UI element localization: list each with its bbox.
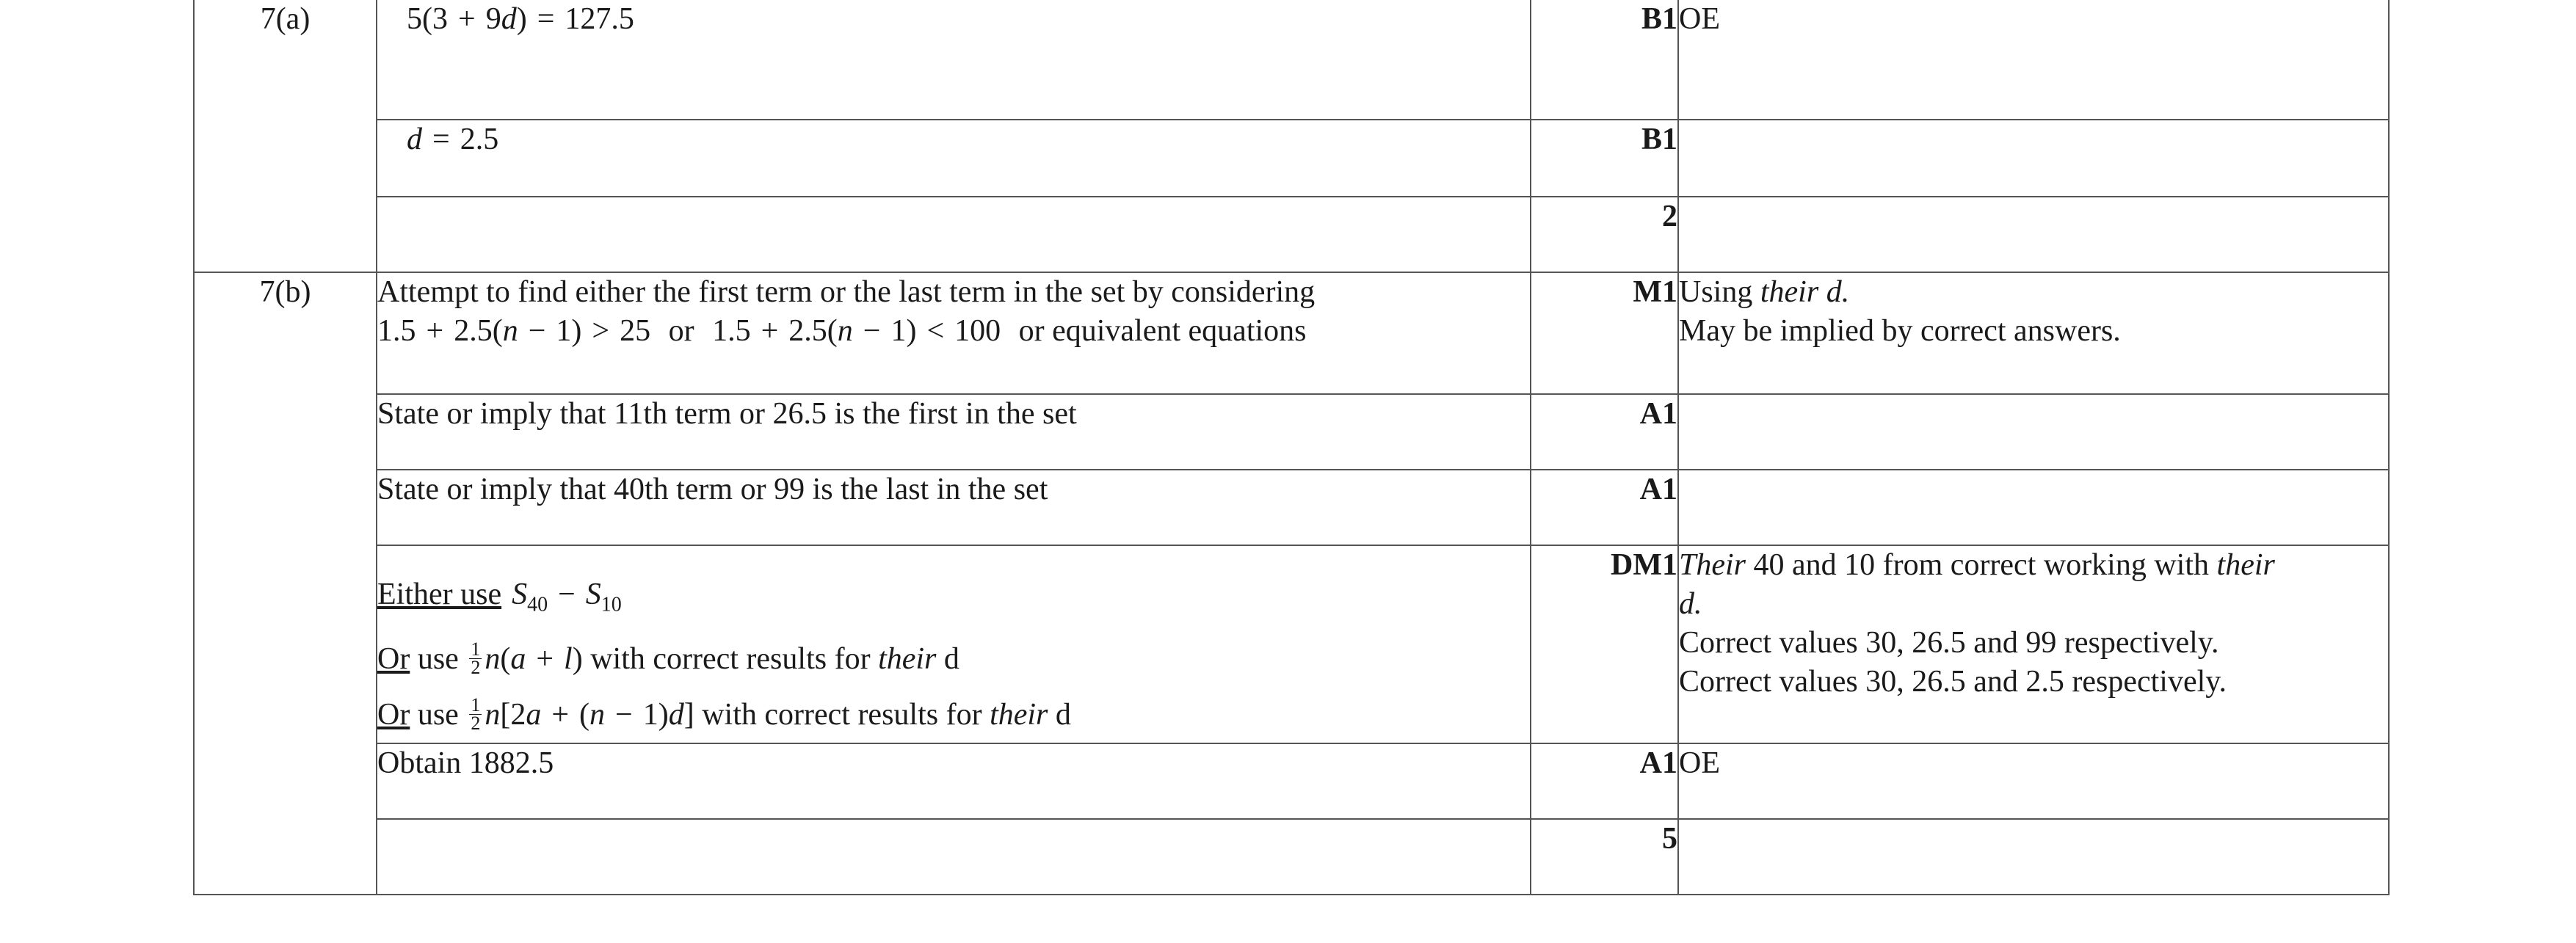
mark-scheme-table-container bbox=[193, 0, 2388, 895]
marks-cell bbox=[1531, 470, 1678, 545]
answer-line: Or use $\frac{1}{2}$ n(a + l) with correct results for their d bbox=[377, 638, 959, 679]
mark-code: DM1 bbox=[1611, 548, 1677, 582]
answer-cell bbox=[377, 0, 1531, 120]
marks-cell bbox=[1531, 743, 1678, 819]
mark-code: B1 bbox=[1641, 2, 1677, 36]
table-row bbox=[194, 819, 2389, 895]
guidance-cell bbox=[1678, 120, 2389, 197]
guidance-text: OE bbox=[1679, 746, 1720, 781]
question-number-cell bbox=[194, 0, 377, 272]
mark-code: A1 bbox=[1639, 473, 1677, 506]
answer-line: Attempt to find either the first term or the last term in the set by considering bbox=[377, 275, 1316, 309]
guidance-line: Correct values 30, 26.5 and 2.5 respectively. bbox=[1679, 665, 2227, 699]
guidance-cell bbox=[1678, 272, 2389, 394]
answer-line: Or use $\frac{1}{2}$ n[2a + (n − 1)d] with correct results for their d bbox=[377, 694, 1071, 735]
mark-code: A1 bbox=[1639, 746, 1677, 781]
half-fraction: $\frac{1}{2}$ bbox=[471, 638, 481, 679]
table-row bbox=[194, 394, 2389, 470]
table-row bbox=[194, 743, 2389, 819]
guidance-cell bbox=[1678, 470, 2389, 545]
answer-cell bbox=[377, 470, 1531, 545]
mark-code: B1 bbox=[1641, 123, 1677, 156]
answer-cell bbox=[377, 272, 1531, 394]
mark-scheme-table bbox=[193, 0, 2390, 895]
guidance-cell bbox=[1678, 819, 2389, 895]
table-row bbox=[194, 470, 2389, 545]
marks-cell bbox=[1531, 394, 1678, 470]
table-row bbox=[194, 0, 2389, 120]
guidance-line: Using their d. bbox=[1679, 275, 1850, 309]
mark-code: M1 bbox=[1633, 275, 1677, 309]
marks-cell bbox=[1531, 272, 1678, 394]
answer-text: State or imply that 11th term or 26.5 is the first in the set bbox=[377, 397, 1077, 431]
question-number: 7(b) bbox=[259, 275, 311, 309]
question-number-cell bbox=[194, 272, 377, 895]
table-row bbox=[194, 272, 2389, 394]
guidance-line: Correct values 30, 26.5 and 99 respectively. bbox=[1679, 626, 2219, 660]
mark-code: A1 bbox=[1639, 397, 1677, 431]
answer-text: d = 2.5 bbox=[407, 123, 499, 156]
table-row bbox=[194, 197, 2389, 272]
answer-cell bbox=[377, 819, 1531, 895]
marks-cell bbox=[1531, 0, 1678, 120]
question-number: 7(a) bbox=[260, 2, 311, 36]
marks-cell bbox=[1531, 120, 1678, 197]
mark-total: 2 bbox=[1662, 200, 1677, 233]
answer-line: Either use $S_{40} - S_{10}$ bbox=[377, 578, 622, 616]
guidance-line: May be implied by correct answers. bbox=[1679, 314, 2121, 348]
guidance-cell bbox=[1678, 743, 2389, 819]
guidance-line: Their 40 and 10 from correct working with their bbox=[1679, 548, 2275, 582]
table-row bbox=[194, 120, 2389, 197]
answer-text: State or imply that 40th term or 99 is the last in the set bbox=[377, 473, 1048, 506]
answer-line: 1.5 + 2.5(n − 1) > 25 or 1.5 + 2.5(n − 1) < 100 or equivalent equations bbox=[377, 314, 1307, 348]
answer-text: Obtain 1882.5 bbox=[377, 746, 554, 781]
answer-cell bbox=[377, 743, 1531, 819]
mark-total: 5 bbox=[1662, 822, 1677, 856]
answer-cell bbox=[377, 197, 1531, 272]
answer-text: 5(3 + 9d) = 127.5 bbox=[407, 2, 634, 36]
marks-cell bbox=[1531, 819, 1678, 895]
guidance-line: d. bbox=[1679, 587, 1702, 621]
half-fraction: $\frac{1}{2}$ bbox=[471, 694, 481, 735]
guidance-cell bbox=[1678, 197, 2389, 272]
answer-cell bbox=[377, 394, 1531, 470]
answer-cell bbox=[377, 120, 1531, 197]
guidance-cell bbox=[1678, 394, 2389, 470]
marks-cell bbox=[1531, 197, 1678, 272]
marks-cell bbox=[1531, 545, 1678, 743]
guidance-cell bbox=[1678, 545, 2389, 743]
table-row bbox=[194, 545, 2389, 743]
guidance-cell bbox=[1678, 0, 2389, 120]
guidance-text: OE bbox=[1679, 2, 1720, 36]
answer-cell bbox=[377, 545, 1531, 743]
